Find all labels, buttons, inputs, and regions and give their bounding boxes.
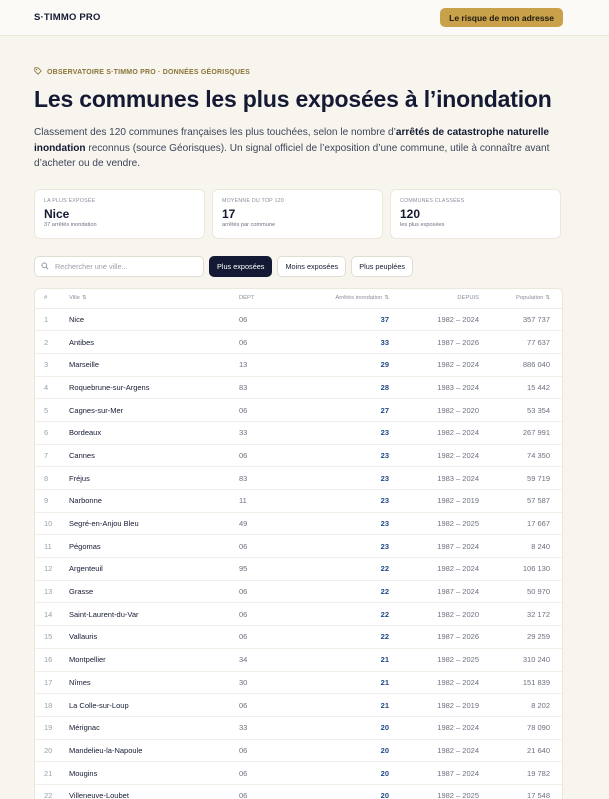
- cell-dept: 06: [239, 791, 248, 799]
- cell-since: 1982 – 2024: [437, 428, 479, 438]
- cell-city[interactable]: Cagnes-sur-Mer: [69, 405, 124, 415]
- cell-since: 1982 – 2025: [437, 655, 479, 665]
- header-rank: #: [44, 295, 48, 301]
- cell-arretes: 23: [380, 450, 389, 460]
- header-dept: DÉPT: [239, 295, 255, 301]
- cell-arretes: 37: [380, 314, 389, 324]
- search-box[interactable]: [34, 256, 204, 277]
- cell-dept: 83: [239, 382, 248, 392]
- cell-arretes: 23: [380, 519, 389, 529]
- table-row[interactable]: [35, 354, 562, 377]
- cell-city[interactable]: Narbonne: [69, 496, 102, 506]
- cell-rank: 6: [44, 428, 49, 438]
- cell-population: 32 172: [527, 609, 550, 619]
- cell-dept: 06: [239, 768, 248, 778]
- table-row[interactable]: [35, 762, 562, 785]
- table-header: [35, 289, 562, 309]
- cell-since: 1982 – 2024: [437, 360, 479, 370]
- cell-since: 1982 – 2024: [437, 314, 479, 324]
- cell-rank: 14: [44, 609, 53, 619]
- cell-population: 77 637: [527, 337, 550, 347]
- sort-icon: ⇅: [545, 295, 550, 301]
- logo[interactable]: S·TIMMO PRO: [34, 12, 101, 23]
- table-row[interactable]: [35, 377, 562, 400]
- cell-dept: 34: [239, 655, 248, 665]
- table-row[interactable]: [35, 467, 562, 490]
- cell-city[interactable]: Mougins: [69, 768, 98, 778]
- filter-least-exposed[interactable]: Moins exposées: [277, 256, 346, 277]
- table-row[interactable]: [35, 490, 562, 513]
- cell-population: 19 782: [527, 768, 550, 778]
- ranking-table: [34, 288, 563, 799]
- cell-arretes: 33: [380, 337, 389, 347]
- cell-dept: 06: [239, 745, 248, 755]
- cell-since: 1982 – 2020: [437, 609, 479, 619]
- cell-population: 15 442: [527, 382, 550, 392]
- filter-most-exposed[interactable]: Plus exposées: [209, 256, 272, 277]
- cell-population: 8 202: [531, 700, 550, 710]
- cell-since: 1982 – 2024: [437, 677, 479, 687]
- sort-icon: ⇅: [81, 295, 87, 301]
- header-city-label: Ville: [69, 295, 80, 301]
- cell-dept: 11: [239, 496, 247, 506]
- cell-rank: 4: [44, 382, 49, 392]
- cell-dept: 06: [239, 609, 248, 619]
- cell-since: 1987 – 2024: [437, 541, 479, 551]
- cell-dept: 49: [239, 519, 248, 529]
- cell-arretes: 28: [380, 382, 389, 392]
- table-row[interactable]: [35, 558, 562, 581]
- cell-rank: 2: [44, 337, 49, 347]
- cell-arretes: 20: [380, 745, 389, 755]
- intro-after: reconnus (source Géorisques). Un signal officiel de l’exposition d’une commune, utile à connaître avant d’acheter ou de vendre.: [34, 142, 550, 169]
- intro-bold: arrêtés de catastrophe naturelle inondation: [34, 127, 550, 154]
- cell-population: 53 354: [527, 405, 550, 415]
- stat-value: 17: [222, 206, 236, 221]
- stats-cards: [34, 189, 563, 239]
- cell-rank: 9: [44, 496, 49, 506]
- cell-city[interactable]: Pégomas: [69, 541, 101, 551]
- cell-rank: 13: [44, 587, 53, 597]
- cell-population: 310 240: [522, 655, 550, 665]
- table-row[interactable]: [35, 785, 562, 799]
- cell-since: 1982 – 2024: [437, 450, 479, 460]
- cell-arretes: 21: [380, 700, 389, 710]
- table-row[interactable]: [35, 740, 562, 763]
- header-population-label: Population: [515, 295, 544, 301]
- eyebrow: [34, 67, 563, 77]
- cell-dept: 06: [239, 405, 248, 415]
- cell-city[interactable]: Saint-Laurent-du-Var: [69, 609, 139, 619]
- cell-population: 151 839: [522, 677, 550, 687]
- stat-label: COMMUNES CLASSÉES: [400, 197, 465, 204]
- cell-dept: 95: [239, 564, 248, 574]
- stat-sub: arrêtés par commune: [222, 221, 276, 228]
- cell-city[interactable]: Nice: [69, 314, 85, 324]
- cell-rank: 18: [44, 700, 53, 710]
- cell-population: 29 259: [527, 632, 550, 642]
- address-risk-button[interactable]: Le risque de mon adresse: [440, 8, 563, 27]
- table-row[interactable]: [35, 649, 562, 672]
- cell-since: 1982 – 2025: [437, 519, 479, 529]
- cell-dept: 06: [239, 632, 248, 642]
- cell-dept: 33: [239, 428, 248, 438]
- cell-city[interactable]: Mandelieu-la-Napoule: [69, 745, 143, 755]
- tag-icon: [34, 67, 42, 77]
- table-row[interactable]: [35, 445, 562, 468]
- cell-city[interactable]: Nîmes: [69, 677, 91, 687]
- filter-bar: [34, 256, 563, 277]
- table-row[interactable]: [35, 603, 562, 626]
- cell-arretes: 20: [380, 723, 389, 733]
- cell-rank: 7: [44, 450, 49, 460]
- stat-card-average: [212, 189, 383, 239]
- cell-since: 1982 – 2019: [437, 700, 479, 710]
- cell-population: 50 970: [527, 587, 550, 597]
- search-input[interactable]: [55, 262, 195, 271]
- cell-rank: 10: [44, 519, 53, 529]
- cell-city[interactable]: Grasse: [69, 587, 94, 597]
- stat-sub: 37 arrêtés inondation: [44, 221, 97, 228]
- cell-rank: 19: [44, 723, 53, 733]
- cell-since: 1982 – 2019: [437, 496, 479, 506]
- cell-population: 17 548: [527, 791, 550, 799]
- table-row[interactable]: [35, 581, 562, 604]
- sort-icon: ⇅: [384, 295, 389, 301]
- cell-arretes: 22: [380, 632, 389, 642]
- cell-dept: 06: [239, 587, 248, 597]
- cell-since: 1982 – 2020: [437, 405, 479, 415]
- cell-dept: 06: [239, 337, 248, 347]
- cell-since: 1987 – 2026: [437, 632, 479, 642]
- cell-dept: 13: [239, 360, 248, 370]
- cell-city[interactable]: Fréjus: [69, 473, 90, 483]
- header-arretes[interactable]: [299, 295, 389, 301]
- cell-city[interactable]: Cannes: [69, 450, 95, 460]
- cell-population: 78 090: [527, 723, 550, 733]
- cell-since: 1982 – 2024: [437, 745, 479, 755]
- table-row[interactable]: [35, 331, 562, 354]
- cell-rank: 3: [44, 360, 49, 370]
- cell-since: 1982 – 2024: [437, 564, 479, 574]
- stat-sub: les plus exposées: [400, 221, 445, 228]
- cell-city[interactable]: Roquebrune-sur-Argens: [69, 382, 150, 392]
- cell-rank: 20: [44, 745, 53, 755]
- cell-dept: 06: [239, 541, 248, 551]
- cell-dept: 06: [239, 314, 248, 324]
- header-population[interactable]: [479, 295, 550, 301]
- table-row[interactable]: [35, 535, 562, 558]
- page-title: Les communes les plus exposées à l’inondation: [34, 86, 552, 112]
- cell-arretes: 23: [380, 473, 389, 483]
- cell-arretes: 20: [380, 791, 389, 799]
- cell-rank: 12: [44, 564, 53, 574]
- cell-city[interactable]: La Colle-sur-Loup: [69, 700, 129, 710]
- cell-arretes: 27: [380, 405, 389, 415]
- cell-population: 106 130: [522, 564, 550, 574]
- cell-population: 21 640: [527, 745, 550, 755]
- table-row[interactable]: [35, 422, 562, 445]
- eyebrow-text: OBSERVATOIRE S·TIMMO PRO · DONNÉES GÉORISQUES: [47, 68, 250, 76]
- stat-label: MOYENNE DU TOP 120: [222, 197, 284, 204]
- cell-city[interactable]: Vallauris: [69, 632, 98, 642]
- intro-text: [34, 125, 554, 172]
- cell-arretes: 22: [380, 587, 389, 597]
- cell-population: 886 040: [522, 360, 550, 370]
- cell-arretes: 22: [380, 564, 389, 574]
- cell-dept: 33: [239, 723, 248, 733]
- stat-label: LA PLUS EXPOSÉE: [44, 197, 96, 204]
- main-content: [0, 67, 609, 799]
- stat-card-most-exposed: [34, 189, 205, 239]
- cell-dept: 83: [239, 473, 248, 483]
- cell-population: 267 991: [522, 428, 550, 438]
- cell-arretes: 21: [380, 655, 389, 665]
- intro-before: Classement des 120 communes françaises les plus touchées, selon le nombre d’: [34, 127, 396, 138]
- cell-dept: 06: [239, 700, 248, 710]
- cell-since: 1987 – 2026: [437, 337, 479, 347]
- cell-rank: 11: [44, 541, 52, 551]
- search-icon: [41, 257, 49, 275]
- cell-population: 74 350: [527, 450, 550, 460]
- cell-dept: 06: [239, 450, 248, 460]
- cell-arretes: 21: [380, 677, 389, 687]
- cell-population: 59 719: [527, 473, 550, 483]
- cell-population: 17 667: [527, 519, 550, 529]
- table-row[interactable]: [35, 513, 562, 536]
- cell-arretes: 23: [380, 541, 389, 551]
- cell-population: 8 240: [531, 541, 550, 551]
- table-row[interactable]: [35, 626, 562, 649]
- cell-city[interactable]: Mérignac: [69, 723, 100, 733]
- stat-value: Nice: [44, 206, 70, 221]
- cell-arretes: 20: [380, 768, 389, 778]
- cell-rank: 1: [44, 314, 49, 324]
- cell-since: 1987 – 2024: [437, 768, 479, 778]
- cell-rank: 17: [44, 677, 53, 687]
- cell-arretes: 23: [380, 496, 389, 506]
- cell-arretes: 29: [380, 360, 389, 370]
- cell-rank: 8: [44, 473, 49, 483]
- cell-since: 1983 – 2024: [437, 473, 479, 483]
- cell-arretes: 22: [380, 609, 389, 619]
- table-row[interactable]: [35, 399, 562, 422]
- cell-city[interactable]: Bordeaux: [69, 428, 102, 438]
- cell-population: 57 587: [527, 496, 550, 506]
- cell-rank: 5: [44, 405, 49, 415]
- cell-city[interactable]: Montpellier: [69, 655, 106, 665]
- table-row[interactable]: [35, 309, 562, 332]
- cell-city[interactable]: Argenteuil: [69, 564, 103, 574]
- cell-since: 1982 – 2024: [437, 723, 479, 733]
- cell-rank: 16: [44, 655, 53, 665]
- cell-arretes: 23: [380, 428, 389, 438]
- cell-rank: 21: [44, 768, 53, 778]
- cell-rank: 15: [44, 632, 53, 642]
- header-since: DEPUIS: [457, 295, 479, 301]
- header-arretes-label: Arrêtés inondation: [335, 295, 383, 301]
- cell-city[interactable]: Villeneuve-Loubet: [69, 791, 129, 799]
- cell-city[interactable]: Marseille: [69, 360, 100, 370]
- cell-city[interactable]: Segré-en-Anjou Bleu: [69, 519, 139, 529]
- header-city[interactable]: [69, 295, 239, 301]
- cell-city[interactable]: Antibes: [69, 337, 95, 347]
- top-bar: [0, 0, 609, 36]
- table-body: [35, 309, 562, 799]
- cell-since: 1982 – 2025: [437, 791, 479, 799]
- table-row[interactable]: [35, 694, 562, 717]
- filter-most-populated[interactable]: Plus peuplées: [351, 256, 413, 277]
- table-row[interactable]: [35, 717, 562, 740]
- cell-rank: 22: [44, 791, 53, 799]
- cell-population: 357 737: [522, 314, 550, 324]
- cell-dept: 30: [239, 677, 248, 687]
- cell-since: 1987 – 2024: [437, 587, 479, 597]
- cell-since: 1983 – 2024: [437, 382, 479, 392]
- stat-value: 120: [400, 206, 421, 221]
- table-row[interactable]: [35, 672, 562, 695]
- stat-card-ranked: [390, 189, 561, 239]
